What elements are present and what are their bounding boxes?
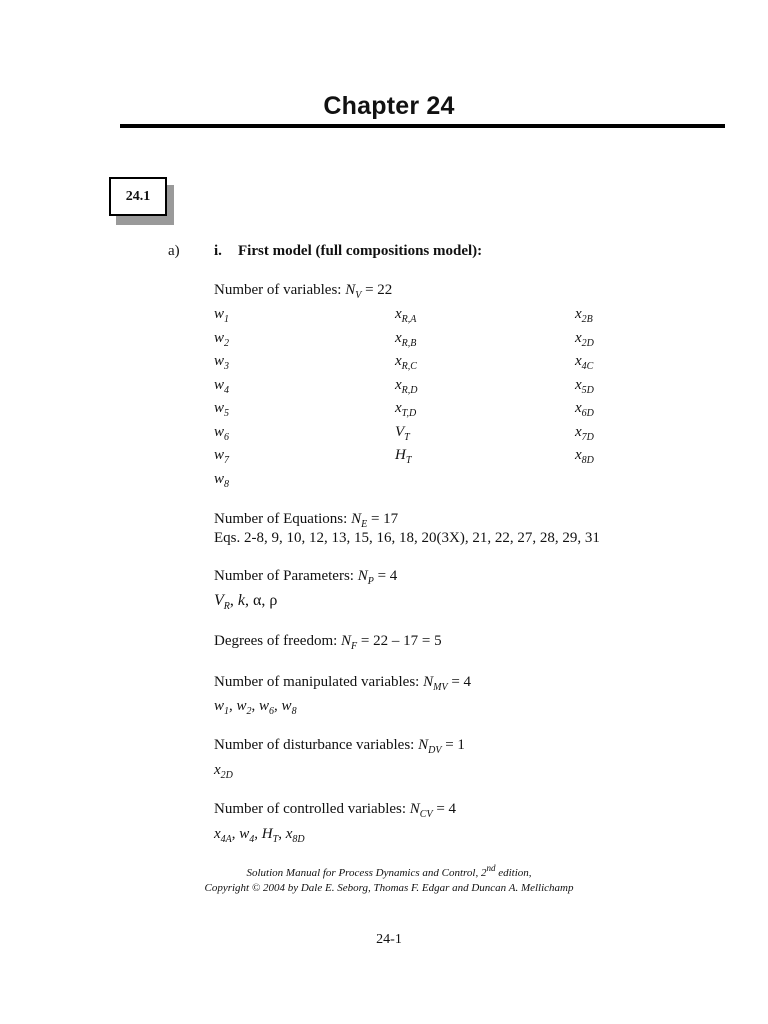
list-item-0-base: x	[214, 762, 221, 778]
variable-col2-3	[395, 376, 418, 396]
param-k: k	[237, 592, 245, 609]
variable-col2-6-sub: T	[405, 455, 412, 466]
variable-col3-1-sub: 2D	[581, 337, 594, 349]
list-separator: ,	[274, 698, 282, 714]
variable-col3-4-base: x	[575, 400, 582, 416]
list-item-3	[285, 826, 305, 845]
variable-col3-0	[575, 306, 593, 325]
equations-list: Eqs. 2-8, 9, 10, 12, 13, 15, 16, 18, 20(3X), 21, 22, 27, 28, 29, 31	[214, 530, 600, 546]
equations-value: = 17	[367, 511, 399, 527]
dof-symbol: N	[341, 633, 352, 649]
variable-col1-4	[214, 400, 230, 419]
variable-item	[575, 447, 594, 464]
dof-value: = 22 – 17 = 5	[357, 633, 442, 649]
list-item-3-base: x	[285, 826, 293, 842]
list-item-2-sub: T	[272, 834, 279, 845]
variable-item	[214, 377, 229, 394]
variable-col2-4	[395, 400, 417, 419]
variable-col1-3-sub: 4	[224, 384, 230, 396]
variable-col1-0	[214, 306, 230, 325]
footer-line-1-sup: nd	[486, 863, 496, 873]
list-item-1	[236, 698, 252, 717]
variable-item	[395, 353, 417, 370]
variable-col1-6	[214, 447, 230, 466]
parameters-symbol: N	[357, 568, 368, 584]
variable-col2-5-base: V	[395, 423, 405, 440]
parameters-value: = 4	[373, 568, 398, 584]
variable-col2-5-sub: T	[404, 431, 410, 443]
variable-item	[214, 471, 229, 488]
part-label: a)	[168, 243, 180, 259]
disturbance-line	[214, 737, 465, 754]
variable-col1-0-sub: 1	[224, 314, 230, 325]
page-number: 24-1	[376, 932, 402, 947]
disturbance-symbol: N	[418, 737, 429, 753]
controlled-sub: CV	[419, 809, 433, 820]
variable-col2-1-sub: R,B	[401, 337, 417, 349]
variable-item	[214, 330, 229, 347]
disturbance-label: Number of disturbance variables:	[214, 737, 419, 753]
variable-col3-4-sub: 6D	[581, 408, 594, 419]
variable-col3-2	[575, 353, 594, 372]
list-item-0-base: x	[214, 826, 221, 842]
list-item-2-base: H	[261, 826, 273, 842]
equations-sub: E	[361, 519, 368, 530]
variable-col3-4	[575, 400, 594, 419]
parameters-sub: P	[367, 576, 374, 587]
dof-label: Degrees of freedom:	[214, 633, 342, 649]
variable-col3-3	[575, 376, 594, 396]
variable-col1-3-base: w	[214, 376, 225, 393]
variable-item	[575, 400, 594, 417]
equations-symbol: N	[351, 511, 362, 527]
footer-line-1-post: edition,	[495, 867, 532, 879]
variables-sub: V	[355, 290, 362, 301]
list-item-3-sub: 8D	[292, 834, 305, 845]
variable-col2-0-sub: R,A	[401, 314, 417, 325]
variable-col3-6	[575, 447, 594, 466]
variable-col1-7-sub: 8	[224, 478, 230, 490]
list-item-0	[214, 762, 233, 781]
param-vr-sub: R	[223, 601, 230, 612]
variable-col1-6-sub: 7	[224, 455, 230, 466]
variable-col2-0	[395, 306, 417, 325]
list-separator: ,	[229, 698, 237, 714]
variable-col3-5	[575, 423, 594, 443]
part-index: i.	[214, 243, 222, 259]
list-item-1-base: w	[239, 826, 250, 842]
param-vr: V	[214, 592, 224, 609]
variable-col2-4-sub: T,D	[401, 408, 417, 419]
variable-col1-1	[214, 329, 230, 349]
list-item-1-base: w	[236, 698, 247, 714]
variable-item	[575, 330, 594, 347]
variable-col3-0-sub: 2B	[581, 314, 593, 325]
variable-col1-0-base: w	[214, 306, 225, 322]
variable-col2-4-base: x	[395, 400, 402, 416]
controlled-label: Number of controlled variables:	[214, 801, 410, 817]
variable-col3-3-sub: 5D	[581, 384, 594, 396]
variable-col3-5-base: x	[575, 423, 582, 440]
manipulated-sub: MV	[433, 682, 448, 693]
list-item-0-base: w	[214, 698, 225, 714]
controlled-list	[214, 826, 305, 843]
part-heading	[214, 243, 482, 260]
variable-col1-5	[214, 423, 230, 443]
variables-label: Number of variables:	[214, 282, 346, 298]
footer-line-1-pre: Solution Manual for Process Dynamics and Control, 2	[246, 867, 487, 879]
controlled-line	[214, 801, 456, 818]
controlled-symbol: N	[409, 801, 420, 817]
variable-col1-4-sub: 5	[224, 408, 230, 419]
variable-item	[575, 377, 594, 394]
variables-value: = 22	[361, 282, 393, 298]
list-item-0	[214, 826, 232, 845]
variable-col3-1-base: x	[575, 329, 582, 346]
variable-item	[575, 353, 593, 370]
problem-number: 24.1	[125, 188, 151, 204]
dof-sub: F	[351, 641, 358, 652]
variable-item	[214, 306, 229, 323]
list-separator: ,	[251, 698, 260, 714]
variable-col1-2-sub: 3	[224, 361, 230, 372]
variable-col1-4-base: w	[214, 400, 225, 416]
list-item-2-sub: 6	[269, 706, 275, 717]
variable-item	[395, 330, 416, 347]
variable-item	[395, 377, 418, 394]
param-sep: ,	[229, 592, 238, 609]
manipulated-list	[214, 698, 297, 715]
list-item-2-base: w	[259, 698, 270, 714]
variable-item	[214, 424, 229, 441]
variables-line	[214, 282, 392, 299]
problem-number-box	[109, 177, 167, 216]
variable-item	[395, 424, 410, 441]
variable-item	[575, 424, 594, 441]
list-item-2	[261, 826, 279, 845]
dof-line	[214, 633, 442, 650]
variable-col2-0-base: x	[395, 306, 402, 322]
equations-line	[214, 511, 398, 528]
manipulated-label: Number of manipulated variables:	[214, 674, 424, 690]
variable-item	[214, 400, 229, 417]
parameters-list	[214, 592, 277, 610]
variable-col2-3-sub: R,D	[401, 384, 418, 396]
list-item-3	[281, 698, 297, 717]
param-rest: , α, ρ	[245, 592, 278, 609]
variable-col2-2-base: x	[395, 353, 402, 369]
variable-col1-1-sub: 2	[224, 337, 230, 349]
variable-col1-6-base: w	[214, 447, 225, 463]
variable-item	[395, 400, 416, 417]
manipulated-line	[214, 674, 471, 691]
variable-col2-1	[395, 329, 417, 349]
part-heading-text: First model (full compositions model):	[238, 243, 483, 259]
variable-item	[214, 353, 229, 370]
variable-col2-2-sub: R,C	[401, 361, 417, 372]
variable-col1-7	[214, 470, 230, 490]
variable-col3-6-base: x	[575, 447, 582, 463]
variable-col3-2-base: x	[575, 353, 582, 369]
list-separator: ,	[278, 826, 286, 842]
list-item-3-base: w	[281, 698, 292, 714]
variable-col2-2	[395, 353, 417, 372]
variable-col1-5-base: w	[214, 423, 225, 440]
variable-col2-6	[395, 447, 412, 466]
footer-line-2: Copyright © 2004 by Dale E. Seborg, Thomas F. Edgar and Duncan A. Mellichamp	[204, 882, 574, 894]
variable-col3-0-base: x	[575, 306, 582, 322]
disturbance-list	[214, 762, 233, 779]
variable-item	[214, 447, 229, 464]
variable-col1-2-base: w	[214, 353, 225, 369]
chapter-rule	[120, 124, 725, 128]
disturbance-value: = 1	[441, 737, 465, 753]
variable-col2-6-base: H	[395, 447, 406, 463]
variable-col1-1-base: w	[214, 329, 225, 346]
list-item-0	[214, 698, 230, 717]
variable-col3-2-sub: 4C	[581, 361, 594, 372]
variable-col1-2	[214, 353, 230, 372]
variable-item	[395, 306, 416, 323]
variable-col2-3-base: x	[395, 376, 402, 393]
variable-col3-3-base: x	[575, 376, 582, 393]
variable-col2-1-base: x	[395, 329, 402, 346]
variable-item	[395, 447, 411, 464]
list-item-0-sub: 1	[224, 706, 230, 717]
manipulated-symbol: N	[423, 674, 434, 690]
disturbance-sub: DV	[428, 745, 442, 756]
variable-col1-5-sub: 6	[224, 431, 230, 443]
chapter-title: Chapter 24	[323, 92, 455, 120]
list-item-2	[259, 698, 275, 717]
list-item-1	[239, 826, 255, 845]
list-item-1-sub: 4	[249, 834, 255, 845]
list-item-0-sub: 4A	[220, 834, 232, 845]
list-item-1-sub: 2	[246, 706, 252, 717]
list-separator: ,	[231, 826, 240, 842]
footer-line-1	[0, 863, 768, 881]
manipulated-value: = 4	[447, 674, 472, 690]
list-separator: ,	[254, 826, 262, 842]
controlled-value: = 4	[432, 801, 457, 817]
equations-label: Number of Equations:	[214, 511, 352, 527]
variable-col3-1	[575, 329, 594, 349]
variable-col3-5-sub: 7D	[581, 431, 594, 443]
variable-col1-3	[214, 376, 230, 396]
variables-symbol: N	[345, 282, 356, 298]
list-item-3-sub: 8	[291, 706, 297, 717]
variable-col3-6-sub: 8D	[581, 455, 594, 466]
variable-item	[575, 306, 593, 323]
variable-col1-7-base: w	[214, 470, 225, 487]
parameters-line	[214, 568, 397, 585]
parameters-label: Number of Parameters:	[214, 568, 358, 584]
list-item-0-sub: 2D	[220, 770, 233, 781]
variable-col2-5	[395, 423, 410, 443]
